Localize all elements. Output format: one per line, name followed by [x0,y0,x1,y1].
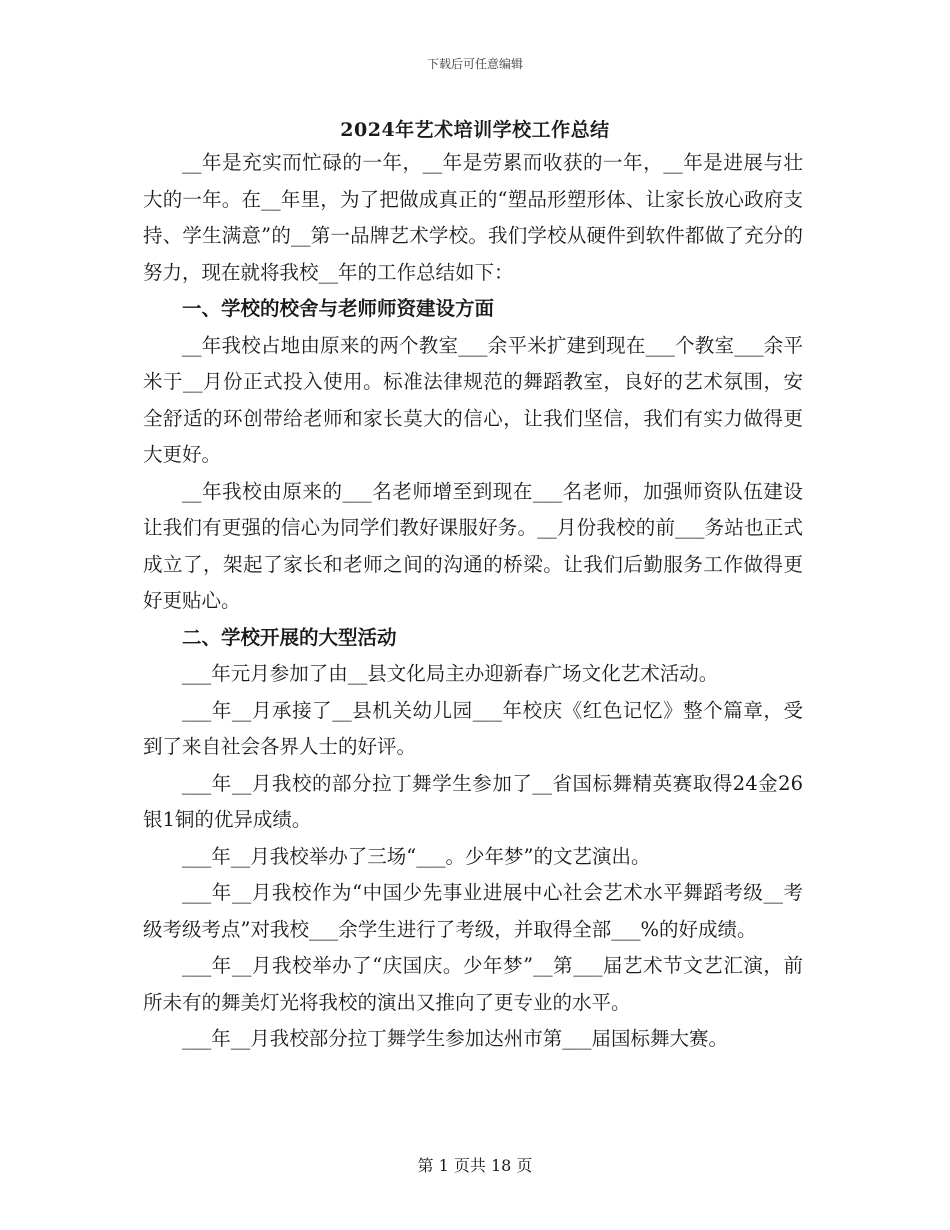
section-heading-activities: 二、学校开展的大型活动 [182,625,397,649]
section-heading-facilities: 一、学校的校舍与老师师资建设方面 [182,297,495,320]
paragraph-intro: __年是充实而忙碌的一年，__年是劳累而收获的一年，__年是进展与壮大的一年。在__年里，为了把做成真正的“塑品形塑形体、让家长放心政府支持、学生满意”的__第一品牌艺术学校。我们学校从硬件到软件都做了充分的努力，现在就将我校__年的工作总结如下： [143,151,803,284]
paragraph-classrooms: __年我校占地由原来的两个教室___余平米扩建到现在___个教室___余平米于__月份正式投入使用。标准法律规范的舞蹈教室，良好的艺术氛围，安全舒适的环创带给老师和家长莫大的信心，让我们坚信，我们有实力做得更大更好。 [143,333,803,466]
paragraph-activity-5: ___年__月我校作为“中国少先事业进展中心社会艺术水平舞蹈考级__考级考级考点”对我校___余学生进行了考级，并取得全部___%的好成绩。 [143,881,803,941]
document-title: 2024年艺术培训学校工作总结 [340,119,610,141]
document-body [143,145,803,1058]
paragraph-teachers: __年我校由原来的___名老师增至到现在___名老师，加强师资队伍建设让我们有更强的信心为同学们教好课服好务。__月份我校的前___务站也正式成立了，架起了家长和老师之间的沟通的桥梁。让我们后勤服务工作做得更好更贴心。 [143,479,803,612]
page-header-note: 下载后可任意编辑 [426,57,523,71]
paragraph-activity-6: ___年__月我校举办了“庆国庆。少年梦”__第___届艺术节文艺汇演，前所未有的舞美灯光将我校的演出又推向了更专业的水平。 [143,954,803,1014]
page-footer-number: 第 1 页共 18 页 [417,1156,533,1175]
paragraph-activity-1: ___年元月参加了由__县文化局主办迎新春广场文化艺术活动。 [182,662,719,685]
paragraph-activity-4: ___年__月我校举办了三场“___。少年梦”的文艺演出。 [182,844,651,868]
paragraph-activity-7: ___年__月我校部分拉丁舞学生参加达州市第___届国标舞大赛。 [182,1027,729,1050]
paragraph-activity-3: ___年__月我校的部分拉丁舞学生参加了__省国标舞精英赛取得24金26银1铜的优异成绩。 [143,771,803,831]
paragraph-activity-2: ___年__月承接了__县机关幼儿园___年校庆《红色记忆》整个篇章，受到了来自社会各界人士的好评。 [143,698,803,758]
